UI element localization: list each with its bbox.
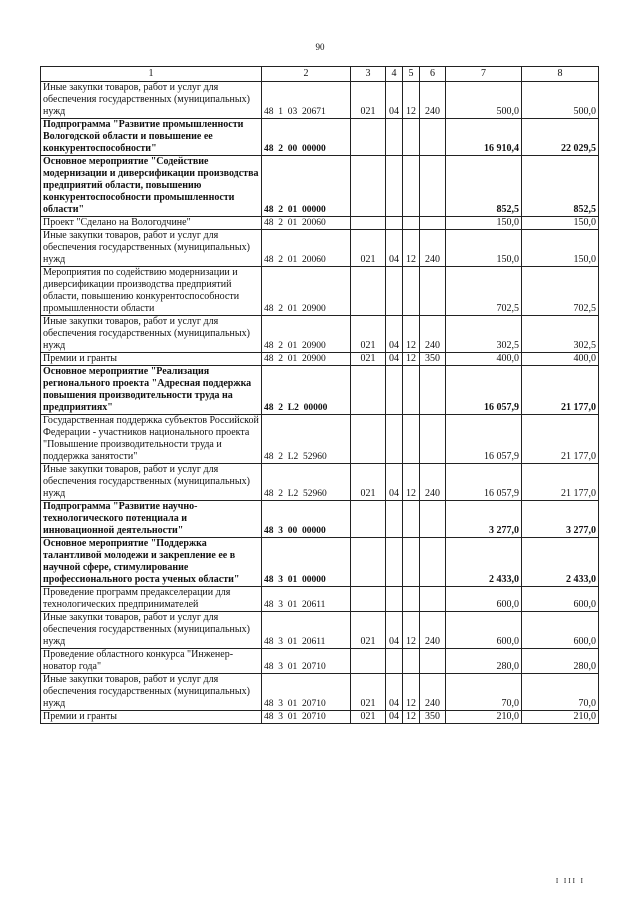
row-amount-7: 600,0 xyxy=(446,612,522,649)
col-header-7: 7 xyxy=(446,67,522,82)
row-c6 xyxy=(420,217,446,230)
row-c3: 021 xyxy=(351,464,386,501)
table-row xyxy=(41,353,599,366)
row-c6 xyxy=(420,119,446,156)
row-amount-7: 16 057,9 xyxy=(446,366,522,415)
table-row xyxy=(41,711,599,724)
row-c5: 12 xyxy=(403,230,420,267)
row-c3: 021 xyxy=(351,230,386,267)
row-name: Проведение областного конкурса "Инженер-новатор года" xyxy=(41,649,262,674)
row-c6 xyxy=(420,366,446,415)
row-c3: 021 xyxy=(351,674,386,711)
table-row xyxy=(41,316,599,353)
row-c4 xyxy=(386,217,403,230)
row-c3 xyxy=(351,366,386,415)
row-amount-7: 150,0 xyxy=(446,217,522,230)
row-c3: 021 xyxy=(351,353,386,366)
row-name: Иные закупки товаров, работ и услуг для обеспечения государственных (муниципальных) нужд xyxy=(41,612,262,649)
row-c3 xyxy=(351,156,386,217)
row-name: Иные закупки товаров, работ и услуг для обеспечения государственных (муниципальных) нужд xyxy=(41,82,262,119)
row-c6 xyxy=(420,649,446,674)
row-amount-8: 600,0 xyxy=(522,587,599,612)
row-name: Иные закупки товаров, работ и услуг для обеспечения государственных (муниципальных) нужд xyxy=(41,674,262,711)
row-c6 xyxy=(420,415,446,464)
row-name: Основное мероприятие "Содействие модернизации и диверсификации производства предприятий области, повышению конкурентоспособности промышленности области" xyxy=(41,156,262,217)
row-name: Иные закупки товаров, работ и услуг для обеспечения государственных (муниципальных) нужд xyxy=(41,230,262,267)
col-header-5: 5 xyxy=(403,67,420,82)
row-c5 xyxy=(403,217,420,230)
row-c6: 240 xyxy=(420,674,446,711)
table-row xyxy=(41,674,599,711)
row-c3 xyxy=(351,267,386,316)
row-code: 48 3 01 20710 xyxy=(262,649,351,674)
row-c4 xyxy=(386,649,403,674)
row-code: 48 2 01 00000 xyxy=(262,156,351,217)
page-number: 90 xyxy=(315,42,325,52)
row-code: 48 3 01 00000 xyxy=(262,538,351,587)
row-c3: 021 xyxy=(351,612,386,649)
row-code: 48 2 01 20900 xyxy=(262,353,351,366)
footer-mark: I III I xyxy=(555,877,585,885)
row-code: 48 2 01 20900 xyxy=(262,267,351,316)
row-amount-7: 2 433,0 xyxy=(446,538,522,587)
row-amount-8: 150,0 xyxy=(522,230,599,267)
row-amount-7: 16 057,9 xyxy=(446,415,522,464)
row-c3: 021 xyxy=(351,711,386,724)
row-c5: 12 xyxy=(403,464,420,501)
row-amount-7: 280,0 xyxy=(446,649,522,674)
row-c6: 350 xyxy=(420,711,446,724)
row-c5 xyxy=(403,119,420,156)
row-c3 xyxy=(351,538,386,587)
row-c5: 12 xyxy=(403,353,420,366)
col-header-2: 2 xyxy=(262,67,351,82)
table-row xyxy=(41,415,599,464)
table-row xyxy=(41,587,599,612)
row-name: Проект "Сделано на Вологодчине" xyxy=(41,217,262,230)
row-code: 48 2 L2 52960 xyxy=(262,415,351,464)
table-row xyxy=(41,119,599,156)
row-amount-8: 400,0 xyxy=(522,353,599,366)
row-c3: 021 xyxy=(351,316,386,353)
table-row xyxy=(41,612,599,649)
row-code: 48 3 01 20611 xyxy=(262,587,351,612)
row-c4: 04 xyxy=(386,353,403,366)
row-c4: 04 xyxy=(386,464,403,501)
row-c3 xyxy=(351,119,386,156)
row-amount-8: 852,5 xyxy=(522,156,599,217)
row-name: Проведение программ предакселерации для технологических предпринимателей xyxy=(41,587,262,612)
row-name: Государственная поддержка субъектов Российской Федерации - участников национального проекта "Повышение производительности труда и поддержка занятости" xyxy=(41,415,262,464)
row-amount-7: 210,0 xyxy=(446,711,522,724)
col-header-1: 1 xyxy=(41,67,262,82)
table-row xyxy=(41,82,599,119)
row-code: 48 1 03 20671 xyxy=(262,82,351,119)
row-amount-8: 280,0 xyxy=(522,649,599,674)
row-amount-8: 3 277,0 xyxy=(522,501,599,538)
row-c3: 021 xyxy=(351,82,386,119)
row-c4 xyxy=(386,366,403,415)
row-c6 xyxy=(420,267,446,316)
row-c5: 12 xyxy=(403,82,420,119)
row-amount-7: 302,5 xyxy=(446,316,522,353)
row-code: 48 2 01 20060 xyxy=(262,217,351,230)
table-row xyxy=(41,217,599,230)
row-amount-7: 600,0 xyxy=(446,587,522,612)
row-c5: 12 xyxy=(403,316,420,353)
row-amount-8: 500,0 xyxy=(522,82,599,119)
row-name: Подпрограмма "Развитие промышленности Вологодской области и повышение ее конкурентоспособности" xyxy=(41,119,262,156)
header-row xyxy=(41,67,599,82)
row-c6: 240 xyxy=(420,612,446,649)
table-row xyxy=(41,267,599,316)
row-c4 xyxy=(386,538,403,587)
row-amount-7: 16 910,4 xyxy=(446,119,522,156)
row-c4 xyxy=(386,267,403,316)
row-c3 xyxy=(351,415,386,464)
row-c4 xyxy=(386,587,403,612)
row-code: 48 3 01 20611 xyxy=(262,612,351,649)
row-c6: 350 xyxy=(420,353,446,366)
row-c4: 04 xyxy=(386,674,403,711)
col-header-6: 6 xyxy=(420,67,446,82)
row-amount-7: 400,0 xyxy=(446,353,522,366)
row-amount-7: 702,5 xyxy=(446,267,522,316)
table-row xyxy=(41,156,599,217)
row-name: Премии и гранты xyxy=(41,353,262,366)
row-amount-8: 600,0 xyxy=(522,612,599,649)
row-name: Подпрограмма "Развитие научно-технологического потенциала и инновационной деятельности" xyxy=(41,501,262,538)
row-code: 48 2 L2 00000 xyxy=(262,366,351,415)
row-name: Мероприятия по содействию модернизации и диверсификации производства предприятий области, повышению конкурентоспособности промышленности области xyxy=(41,267,262,316)
row-amount-8: 70,0 xyxy=(522,674,599,711)
row-c4 xyxy=(386,119,403,156)
row-c6 xyxy=(420,587,446,612)
row-name: Основное мероприятие "Поддержка талантливой молодежи и закрепление ее в научной сфере, стимулирование профессионального роста ученых области" xyxy=(41,538,262,587)
row-c6: 240 xyxy=(420,82,446,119)
row-c3 xyxy=(351,501,386,538)
row-c6: 240 xyxy=(420,316,446,353)
row-name: Иные закупки товаров, работ и услуг для обеспечения государственных (муниципальных) нужд xyxy=(41,464,262,501)
row-c4: 04 xyxy=(386,82,403,119)
col-header-4: 4 xyxy=(386,67,403,82)
row-amount-7: 500,0 xyxy=(446,82,522,119)
row-c6 xyxy=(420,538,446,587)
row-code: 48 2 00 00000 xyxy=(262,119,351,156)
col-header-3: 3 xyxy=(351,67,386,82)
row-c4 xyxy=(386,156,403,217)
table-row xyxy=(41,649,599,674)
table-row xyxy=(41,230,599,267)
table-row xyxy=(41,464,599,501)
row-c4: 04 xyxy=(386,230,403,267)
row-name: Иные закупки товаров, работ и услуг для обеспечения государственных (муниципальных) нужд xyxy=(41,316,262,353)
row-amount-8: 21 177,0 xyxy=(522,415,599,464)
row-c3 xyxy=(351,587,386,612)
row-c6: 240 xyxy=(420,230,446,267)
row-amount-8: 210,0 xyxy=(522,711,599,724)
table-row xyxy=(41,538,599,587)
row-amount-8: 150,0 xyxy=(522,217,599,230)
row-c5 xyxy=(403,538,420,587)
row-c4: 04 xyxy=(386,612,403,649)
row-code: 48 2 01 20900 xyxy=(262,316,351,353)
row-name: Основное мероприятие "Реализация регионального проекта "Адресная поддержка повышения производительности труда на предприятиях" xyxy=(41,366,262,415)
row-c4 xyxy=(386,501,403,538)
row-c5: 12 xyxy=(403,612,420,649)
budget-table xyxy=(40,66,599,724)
row-c5 xyxy=(403,156,420,217)
row-amount-8: 2 433,0 xyxy=(522,538,599,587)
table-row xyxy=(41,501,599,538)
row-amount-7: 852,5 xyxy=(446,156,522,217)
col-header-8: 8 xyxy=(522,67,599,82)
row-code: 48 3 00 00000 xyxy=(262,501,351,538)
row-c3 xyxy=(351,649,386,674)
row-amount-7: 3 277,0 xyxy=(446,501,522,538)
row-c5: 12 xyxy=(403,711,420,724)
row-c5 xyxy=(403,587,420,612)
row-amount-7: 16 057,9 xyxy=(446,464,522,501)
row-c5 xyxy=(403,501,420,538)
table-row xyxy=(41,366,599,415)
row-c4 xyxy=(386,415,403,464)
row-c5 xyxy=(403,366,420,415)
row-code: 48 2 01 20060 xyxy=(262,230,351,267)
row-c6: 240 xyxy=(420,464,446,501)
row-c5 xyxy=(403,649,420,674)
row-amount-8: 302,5 xyxy=(522,316,599,353)
row-code: 48 3 01 20710 xyxy=(262,674,351,711)
row-amount-8: 21 177,0 xyxy=(522,366,599,415)
row-amount-8: 22 029,5 xyxy=(522,119,599,156)
row-c5 xyxy=(403,267,420,316)
row-c4: 04 xyxy=(386,711,403,724)
row-amount-8: 21 177,0 xyxy=(522,464,599,501)
row-code: 48 3 01 20710 xyxy=(262,711,351,724)
row-code: 48 2 L2 52960 xyxy=(262,464,351,501)
row-amount-8: 702,5 xyxy=(522,267,599,316)
row-name: Премии и гранты xyxy=(41,711,262,724)
row-c5 xyxy=(403,415,420,464)
row-c3 xyxy=(351,217,386,230)
row-c6 xyxy=(420,501,446,538)
row-amount-7: 70,0 xyxy=(446,674,522,711)
row-c4: 04 xyxy=(386,316,403,353)
row-c5: 12 xyxy=(403,674,420,711)
row-c6 xyxy=(420,156,446,217)
row-amount-7: 150,0 xyxy=(446,230,522,267)
